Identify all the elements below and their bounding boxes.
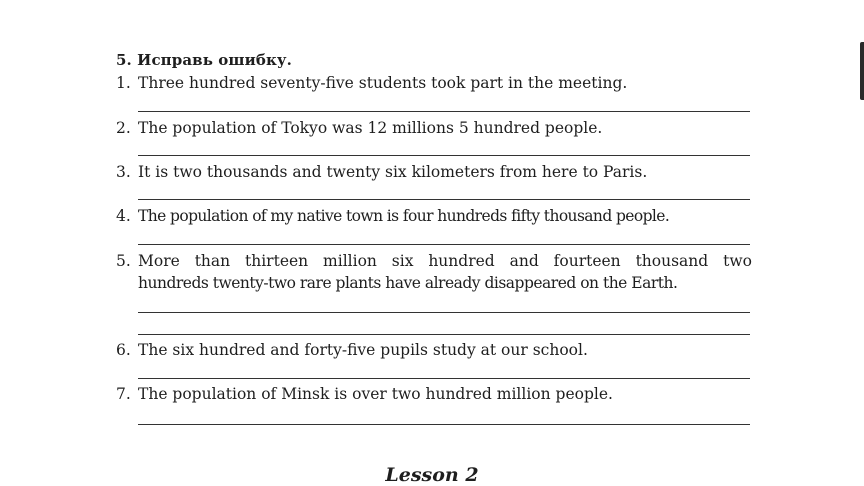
exercise-item-4 — [116, 205, 752, 227]
item-number: 3. — [116, 163, 131, 181]
answer-line-3[interactable] — [138, 199, 750, 200]
answer-line-6[interactable] — [138, 378, 750, 379]
answer-line-2[interactable] — [138, 155, 750, 156]
item-number: 1. — [116, 74, 131, 92]
item-sentence: It is two thousands and twenty six kilometers from here to Paris. — [138, 163, 648, 181]
item-number: 5. — [116, 252, 131, 270]
item-number: 6. — [116, 341, 131, 359]
word: six — [391, 252, 414, 270]
exercise-item-2 — [116, 117, 752, 139]
item-sentence-line-1 — [138, 250, 752, 272]
word: million — [323, 252, 377, 270]
item-number: 2. — [116, 119, 131, 137]
answer-line-7[interactable] — [138, 424, 750, 425]
answer-line-5a[interactable] — [138, 312, 750, 313]
word: hundred — [428, 252, 495, 270]
answer-line-4[interactable] — [138, 244, 750, 245]
item-sentence: The population of my native town is four hundreds fifty thousand people. — [138, 207, 670, 225]
exercise-item-6 — [116, 339, 752, 361]
item-number: 4. — [116, 207, 131, 225]
item-sentence: The population of Minsk is over two hundred million people. — [138, 385, 613, 403]
word: fourteen — [553, 252, 621, 270]
word: thirteen — [245, 252, 309, 270]
exercise-item-3 — [116, 161, 752, 183]
answer-line-5b[interactable] — [138, 334, 750, 335]
word: two — [723, 252, 752, 270]
lesson-heading: Lesson 2 — [385, 464, 479, 486]
exercise-item-7 — [116, 383, 752, 405]
item-sentence: Three hundred seventy-five students took part in the meeting. — [138, 74, 628, 92]
exercise-item-1 — [116, 72, 752, 94]
task-heading: 5. Исправь ошибку. — [116, 51, 292, 69]
item-sentence-line-2: hundreds twenty-two rare plants have already disappeared on the Earth. — [138, 274, 678, 292]
word: More — [138, 252, 180, 270]
item-sentence: The population of Tokyo was 12 millions 5 hundred people. — [138, 119, 603, 137]
exercise-item-5 — [116, 250, 752, 294]
page-edge-mark — [860, 42, 864, 100]
item-number: 7. — [116, 385, 131, 403]
item-sentence: The six hundred and forty-five pupils study at our school. — [138, 341, 588, 359]
answer-line-1[interactable] — [138, 111, 750, 112]
word: and — [509, 252, 539, 270]
word: thousand — [635, 252, 709, 270]
word: than — [194, 252, 231, 270]
